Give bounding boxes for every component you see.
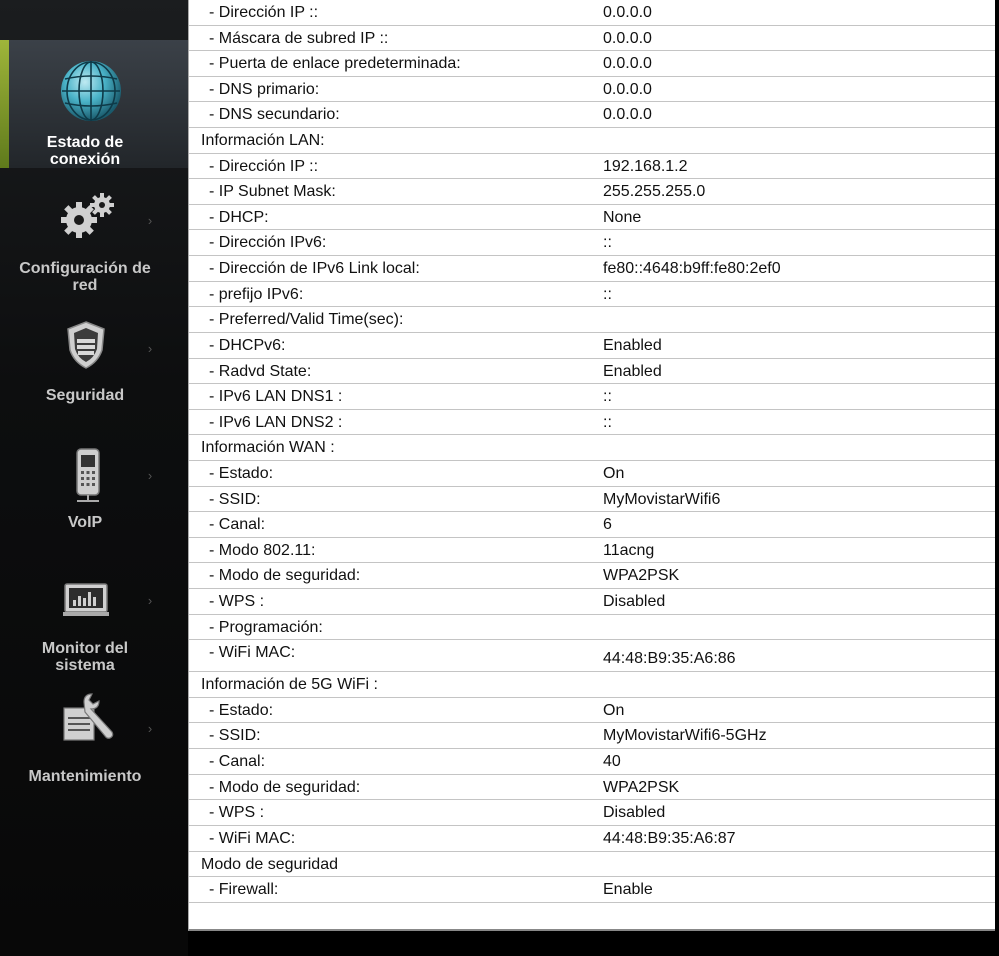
row-value: WPA2PSK bbox=[603, 567, 680, 585]
table-row bbox=[189, 512, 995, 538]
row-value: 6 bbox=[603, 516, 612, 534]
table-row bbox=[189, 282, 995, 308]
row-label: - Máscara de subred IP :: bbox=[209, 29, 389, 47]
row-label: - Dirección IP :: bbox=[209, 157, 319, 175]
table-row bbox=[189, 77, 995, 103]
row-label: - Modo de seguridad: bbox=[209, 567, 361, 585]
row-value: 0.0.0.0 bbox=[603, 55, 652, 73]
table-row bbox=[189, 410, 995, 436]
sidebar-item-label: Configuración de red bbox=[19, 260, 151, 294]
row-label: - Dirección IP :: bbox=[209, 4, 319, 21]
row-label: - Modo 802.11: bbox=[209, 541, 316, 559]
row-label: - DNS secundario: bbox=[209, 106, 340, 124]
wrench-icon bbox=[62, 692, 118, 744]
row-value: On bbox=[603, 701, 625, 719]
table-row bbox=[189, 102, 995, 128]
table-row bbox=[189, 0, 995, 26]
table-row bbox=[189, 154, 995, 180]
row-label: Información de 5G WiFi : bbox=[201, 676, 378, 694]
table-row bbox=[189, 826, 995, 852]
row-label: - WPS : bbox=[209, 593, 265, 611]
row-label: - DHCPv6: bbox=[209, 336, 286, 354]
row-label: - IPv6 LAN DNS1 : bbox=[209, 388, 343, 406]
row-value: Enable bbox=[603, 881, 653, 899]
row-value: WPA2PSK bbox=[603, 778, 680, 796]
sidebar-item-label: VoIP bbox=[67, 514, 103, 531]
row-label: - Radvd State: bbox=[209, 362, 312, 380]
sidebar-item-label: Estado de conexión bbox=[46, 134, 124, 168]
table-row bbox=[189, 800, 995, 826]
sidebar-item-seguridad[interactable] bbox=[0, 318, 170, 418]
table-row bbox=[189, 538, 995, 564]
monitor-icon bbox=[61, 580, 111, 620]
sidebar bbox=[0, 0, 188, 956]
chevron-right-icon: › bbox=[147, 213, 153, 228]
status-panel bbox=[188, 0, 995, 931]
chevron-right-icon: › bbox=[147, 593, 153, 608]
row-value: None bbox=[603, 208, 642, 226]
table-row bbox=[189, 877, 995, 903]
gears-icon bbox=[57, 190, 121, 240]
row-label: Información WAN : bbox=[201, 439, 335, 457]
table-row bbox=[189, 723, 995, 749]
shield-icon bbox=[64, 320, 108, 370]
row-label: Modo de seguridad bbox=[201, 855, 338, 873]
row-value: 0.0.0.0 bbox=[603, 106, 652, 124]
table-row bbox=[189, 615, 995, 641]
row-label: - WiFi MAC: bbox=[209, 644, 296, 662]
table-row bbox=[189, 775, 995, 801]
row-label: - Preferred/Valid Time(sec): bbox=[209, 311, 404, 329]
row-value: Disabled bbox=[603, 804, 666, 822]
status-table bbox=[189, 0, 995, 903]
row-value: Enabled bbox=[603, 336, 662, 354]
row-label: - IP Subnet Mask: bbox=[209, 183, 336, 201]
row-value: :: bbox=[603, 413, 612, 431]
row-value: Enabled bbox=[603, 362, 662, 380]
sidebar-item-label: Seguridad bbox=[45, 387, 125, 404]
sidebar-item-configuracion-red[interactable] bbox=[0, 188, 170, 298]
row-label: - Estado: bbox=[209, 701, 274, 719]
table-row bbox=[189, 230, 995, 256]
row-label: - Puerta de enlace predeterminada: bbox=[209, 55, 461, 73]
row-label: - WPS : bbox=[209, 804, 265, 822]
table-row bbox=[189, 26, 995, 52]
sidebar-item-label: Monitor del sistema bbox=[41, 640, 129, 674]
section-header bbox=[189, 672, 995, 698]
table-row bbox=[189, 640, 995, 672]
sidebar-item-voip[interactable] bbox=[0, 445, 170, 545]
row-value: 0.0.0.0 bbox=[603, 80, 652, 98]
row-label: - Firewall: bbox=[209, 881, 279, 899]
row-label: - Dirección IPv6: bbox=[209, 234, 327, 252]
row-value: fe80::4648:b9ff:fe80:2ef0 bbox=[603, 260, 781, 278]
row-label: - SSID: bbox=[209, 727, 261, 745]
row-label: - Canal: bbox=[209, 516, 266, 534]
chevron-right-icon: › bbox=[147, 721, 153, 736]
row-value: 255.255.255.0 bbox=[603, 183, 706, 201]
row-value: :: bbox=[603, 388, 612, 406]
table-row bbox=[189, 359, 995, 385]
row-value: On bbox=[603, 464, 625, 482]
row-label: - Estado: bbox=[209, 464, 274, 482]
table-row bbox=[189, 563, 995, 589]
table-row bbox=[189, 749, 995, 775]
row-label: - IPv6 LAN DNS2 : bbox=[209, 413, 343, 431]
section-header bbox=[189, 435, 995, 461]
table-row bbox=[189, 461, 995, 487]
table-row bbox=[189, 333, 995, 359]
phone-icon bbox=[71, 447, 105, 505]
section-header bbox=[189, 852, 995, 878]
table-row bbox=[189, 487, 995, 513]
row-label: - Canal: bbox=[209, 753, 266, 771]
row-label: - SSID: bbox=[209, 490, 261, 508]
table-row bbox=[189, 51, 995, 77]
chevron-right-icon: › bbox=[147, 468, 153, 483]
sidebar-item-estado-conexion[interactable] bbox=[0, 55, 170, 175]
row-value: MyMovistarWifi6-5GHz bbox=[603, 727, 767, 745]
table-row bbox=[189, 698, 995, 724]
row-value: 0.0.0.0 bbox=[603, 4, 652, 21]
row-value: 44:48:B9:35:A6:87 bbox=[603, 829, 736, 847]
sidebar-item-monitor-sistema[interactable] bbox=[0, 580, 170, 690]
globe-icon bbox=[59, 59, 123, 123]
table-row bbox=[189, 384, 995, 410]
row-label: - Programación: bbox=[209, 618, 323, 636]
row-value: :: bbox=[603, 285, 612, 303]
row-value: Disabled bbox=[603, 593, 666, 611]
table-row bbox=[189, 205, 995, 231]
row-value: 192.168.1.2 bbox=[603, 157, 688, 175]
section-header bbox=[189, 128, 995, 154]
row-value: 40 bbox=[603, 753, 621, 771]
row-value: :: bbox=[603, 234, 612, 252]
row-label: - prefijo IPv6: bbox=[209, 285, 304, 303]
row-label: - DHCP: bbox=[209, 208, 269, 226]
row-value: MyMovistarWifi6 bbox=[603, 490, 721, 508]
sidebar-item-label: Mantenimiento bbox=[28, 768, 142, 785]
table-row bbox=[189, 307, 995, 333]
table-row bbox=[189, 589, 995, 615]
row-label: - Dirección de IPv6 Link local: bbox=[209, 260, 420, 278]
chevron-right-icon: › bbox=[147, 341, 153, 356]
row-label: Información LAN: bbox=[201, 132, 325, 150]
row-label: - WiFi MAC: bbox=[209, 829, 296, 847]
row-value: 11acng bbox=[603, 541, 655, 559]
sidebar-item-mantenimiento[interactable] bbox=[0, 690, 170, 790]
table-row bbox=[189, 256, 995, 282]
row-value: 44:48:B9:35:A6:86 bbox=[603, 650, 736, 668]
row-value: 0.0.0.0 bbox=[603, 29, 652, 47]
row-label: - Modo de seguridad: bbox=[209, 778, 361, 796]
row-label: - DNS primario: bbox=[209, 80, 320, 98]
table-row bbox=[189, 179, 995, 205]
